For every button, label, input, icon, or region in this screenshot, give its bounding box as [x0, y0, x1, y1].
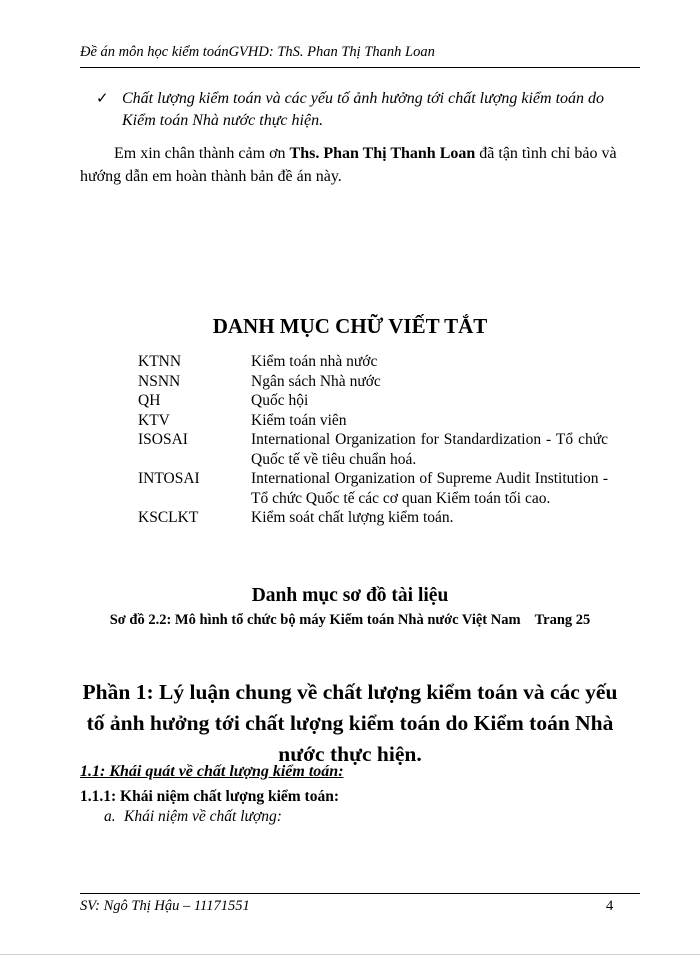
table-row	[138, 391, 608, 411]
page-header: Đề án môn học kiểm toánGVHD: ThS. Phan Thị Thanh Loan	[80, 44, 435, 60]
table-row	[138, 430, 608, 469]
table-row	[138, 411, 608, 431]
page-number: 4	[606, 898, 614, 914]
section-1-1-heading: 1.1: Khái quát về chất lượng kiểm toán:	[80, 763, 344, 780]
checklist-item	[98, 88, 628, 132]
subsection-a-label: a.	[104, 808, 116, 825]
abbreviation-description: Kiểm toán viên	[251, 411, 347, 429]
abbreviation-description: International Organization for Standardization - Tổ chức Quốc tế về tiêu chuẩn hoá.	[251, 431, 608, 468]
acknowledgement-text-after: đã tận tình chỉ bảo và hướng dẫn em hoàn thành bản đề án này.	[80, 145, 617, 185]
abbreviation-description: Ngân sách Nhà nước	[251, 372, 381, 390]
footer-student: SV: Ngô Thị Hậu – 11171551	[80, 898, 250, 914]
abbreviation-code: NSNN	[138, 372, 181, 390]
abbreviation-code: QH	[138, 392, 161, 409]
abbreviation-description: Kiểm toán nhà nước	[251, 353, 378, 370]
table-row	[138, 469, 608, 508]
checkmark-icon: ✓	[96, 91, 109, 107]
diagram-list-title: Danh mục sơ đồ tài liệu	[251, 585, 449, 606]
page-bottom-edge	[0, 954, 700, 955]
header-divider	[80, 67, 640, 68]
diagram-entry-page: Trang 25	[534, 612, 591, 628]
abbreviation-description: Kiểm soát chất lượng kiểm toán.	[251, 509, 454, 526]
section-1-1-1-heading: 1.1.1: Khái niệm chất lượng kiểm toán:	[80, 788, 339, 805]
checklist-item-text: Chất lượng kiểm toán và các yếu tố ảnh hưởng tới chất lượng kiểm toán do Kiểm toán Nhà nước thực hiện.	[122, 90, 605, 129]
diagram-list-entry	[0, 612, 700, 629]
table-row	[138, 352, 608, 372]
acknowledgement-paragraph	[80, 142, 620, 188]
abbreviation-code: ISOSAI	[138, 431, 188, 448]
subsection-a-text: Khái niệm về chất lượng:	[124, 808, 282, 825]
abbreviation-code: KTNN	[138, 353, 182, 370]
footer-divider	[80, 893, 640, 894]
abbreviation-description: Quốc hội	[251, 392, 309, 409]
abbreviations-title: DANH MỤC CHỮ VIẾT TẮT	[212, 314, 488, 338]
table-row	[138, 372, 608, 392]
table-row	[138, 508, 608, 528]
acknowledgement-text-before: Em xin chân thành cảm ơn	[114, 145, 290, 162]
abbreviation-code: INTOSAI	[138, 470, 200, 487]
diagram-entry-title: Sơ đồ 2.2: Mô hình tổ chức bộ máy Kiểm toán Nhà nước Việt Nam	[109, 612, 521, 628]
abbreviation-code: KTV	[138, 411, 170, 429]
supervisor-name: Ths. Phan Thị Thanh Loan	[289, 145, 476, 162]
subsection-a-heading	[104, 808, 282, 826]
abbreviations-table	[138, 352, 608, 528]
abbreviation-description: International Organization of Supreme Audit Institution - Tổ chức Quốc tế các cơ quan Kiểm toán tối cao.	[251, 470, 608, 507]
part-1-heading: Phần 1: Lý luận chung về chất lượng kiểm toán và các yếu tố ảnh hưởng tới chất lượng kiểm toán do Kiểm toán Nhà nước thực hiện.	[82, 680, 618, 766]
abbreviation-code: KSCLKT	[138, 509, 199, 526]
